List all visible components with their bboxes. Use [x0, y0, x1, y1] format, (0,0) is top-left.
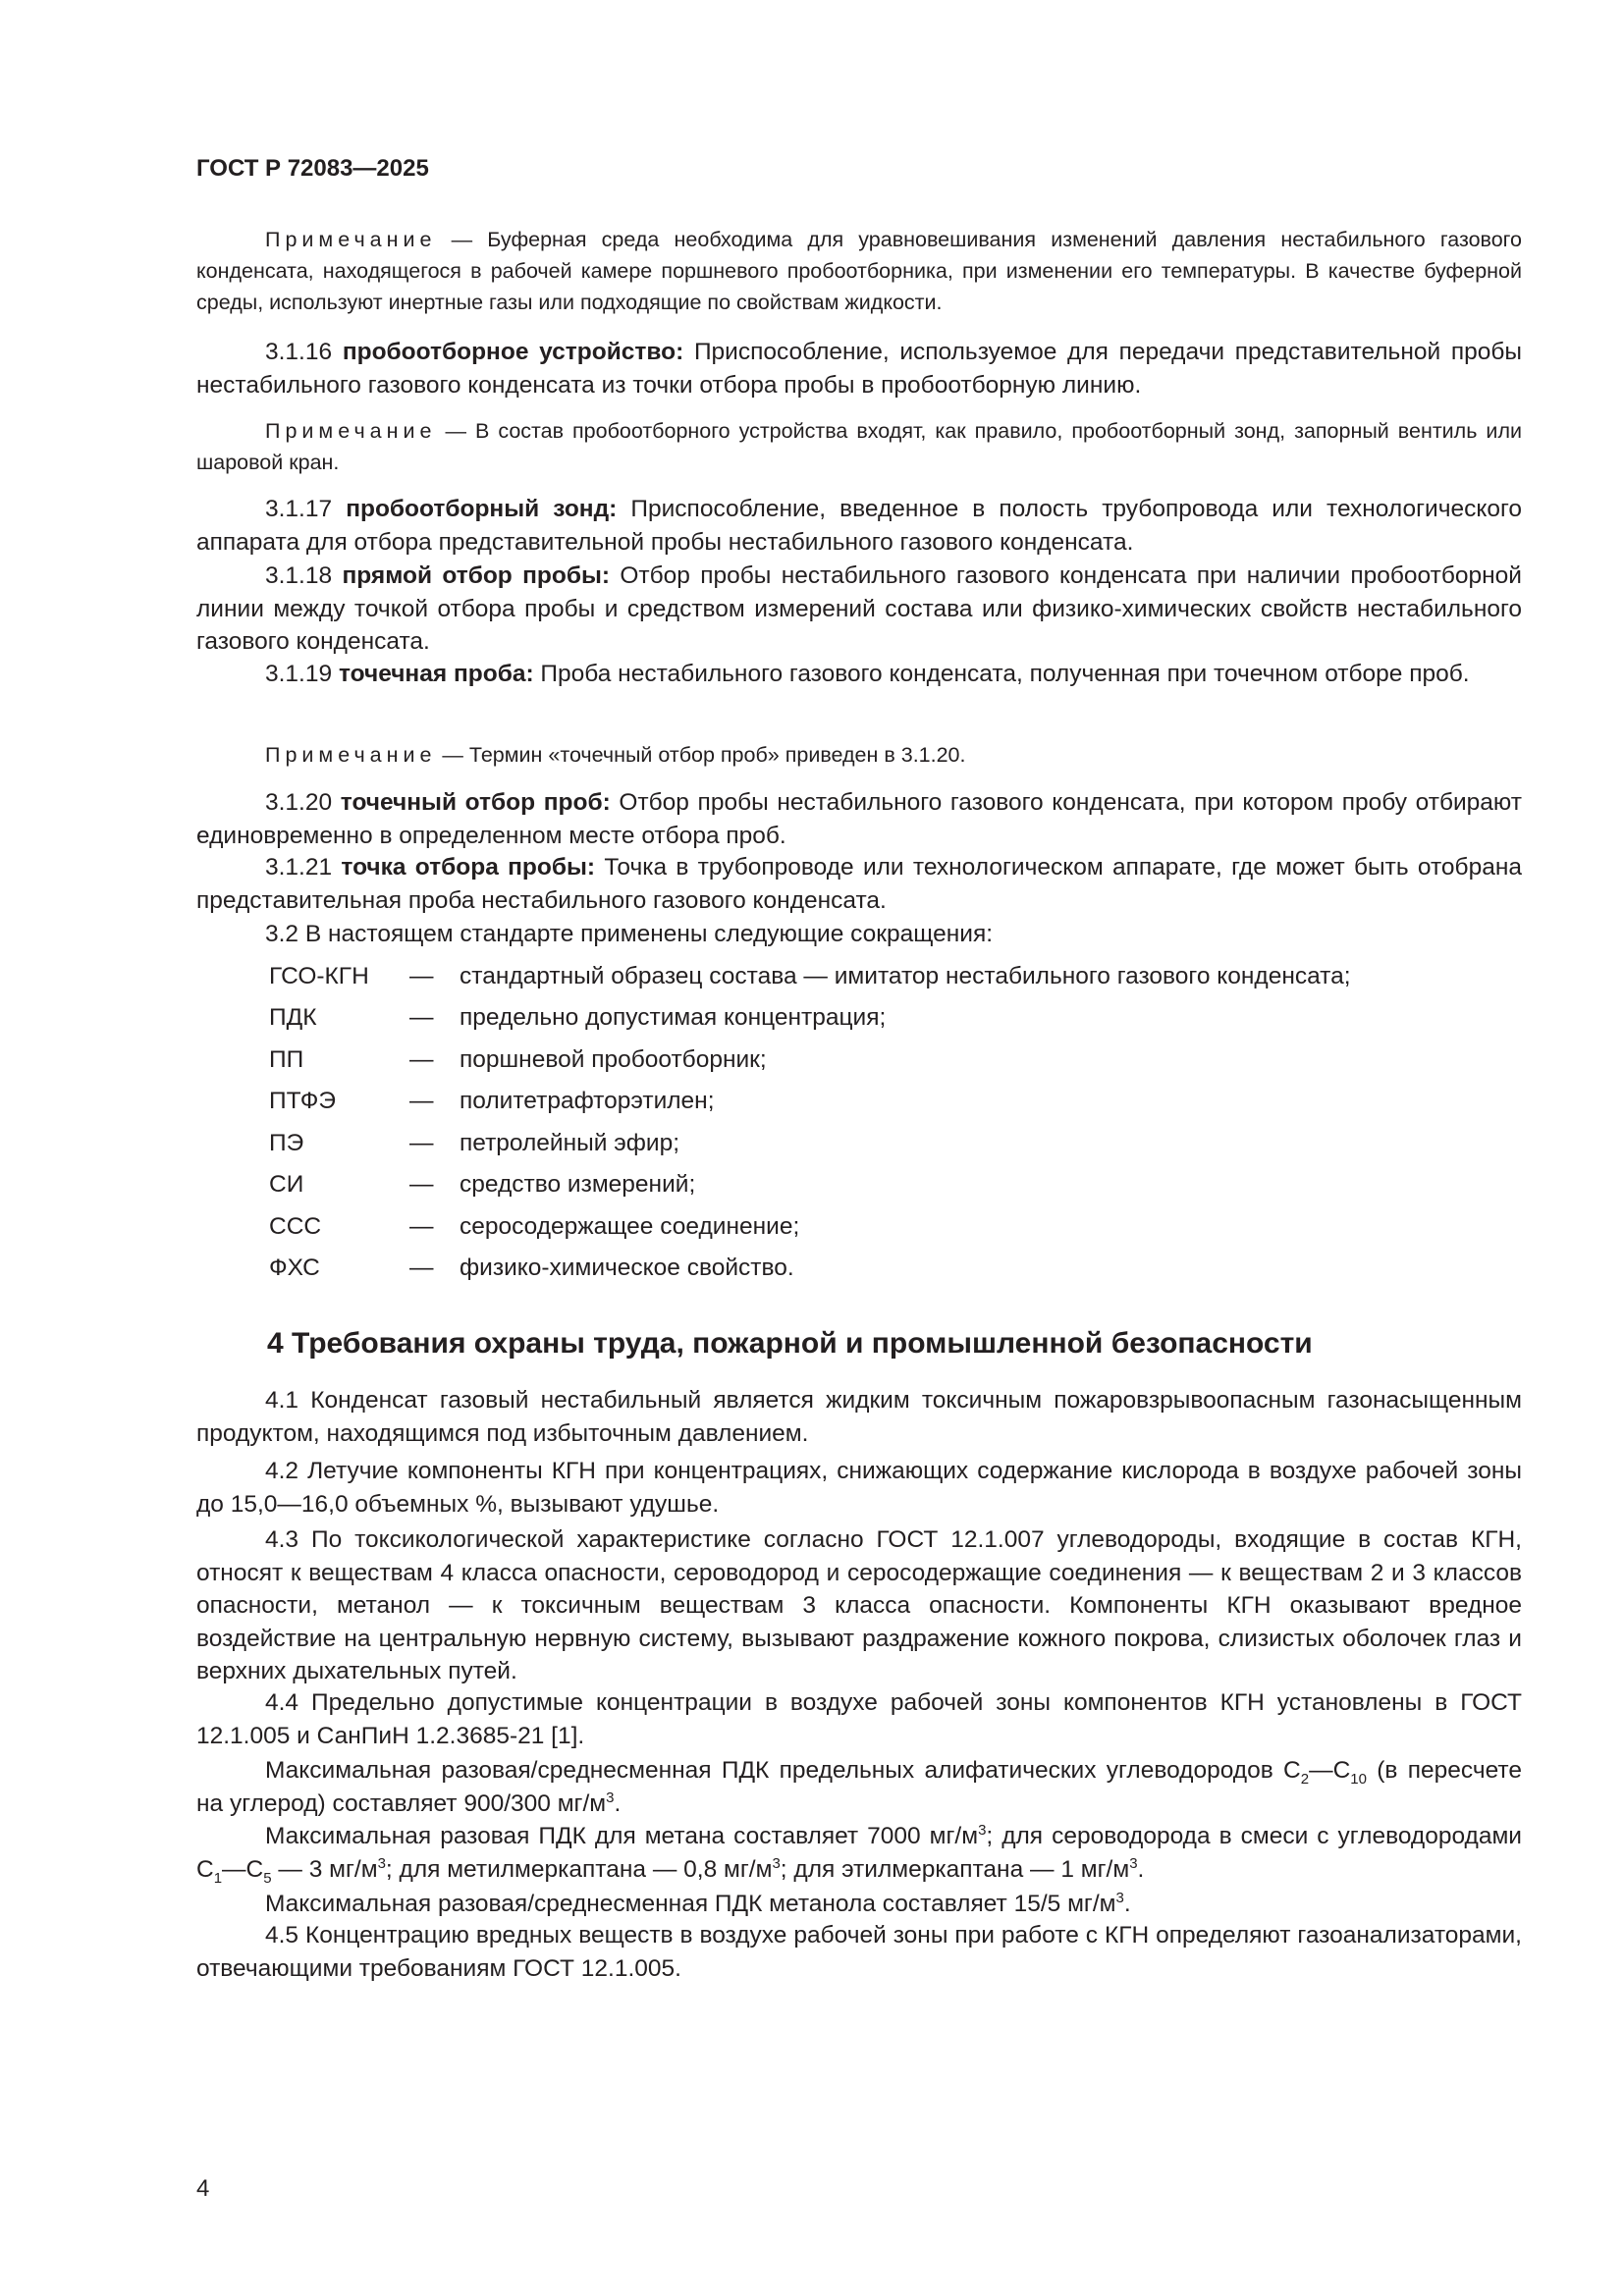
page-number: 4: [196, 2175, 210, 2202]
note-sampling-device: Примечание — В состав пробоотборного устройства входят, как правило, пробоотборный зонд, запорный вентиль или шаровой кран.: [196, 419, 1522, 474]
note-point-sample: Примечание — Термин «точечный отбор проб» приведен в 3.1.20.: [265, 743, 966, 767]
paragraph-4-5: 4.5 Концентрацию вредных веществ в воздухе рабочей зоны при работе с КГН определяют газоанализаторами, отвечающими требованиям ГОСТ 12.1.005.: [196, 1922, 1522, 1982]
document-header: ГОСТ Р 72083—2025: [196, 155, 429, 182]
section-4-heading: 4 Требования охраны труда, пожарной и промышленной безопасности: [267, 1327, 1313, 1360]
paragraph-4-2: 4.2 Летучие компоненты КГН при концентрациях, снижающих содержание кислорода в воздухе рабочей зоны до 15,0—16,0 объемных %, вызывают удушье.: [196, 1458, 1522, 1518]
note-text: — Буферная среда необходима для уравновешивания изменений давления нестабильного газового конденсата, находящегося в рабочей камере поршневого пробоотборника, при изменении его температуры. В качестве буферной среды, используют инертные газы или подходящие по свойствам жидкости.: [196, 228, 1522, 314]
term-3-1-17: 3.1.17 пробоотборный зонд: Приспособление, введенное в полость трубопровода или технологического аппарата для отбора представительной пробы нестабильного газового конденсата.: [196, 496, 1523, 556]
paragraph-4-1: 4.1 Конденсат газовый нестабильный является жидким токсичным пожаровзрывоопасным газонасыщенным продуктом, находящимся под избыточным давлением.: [196, 1387, 1522, 1447]
term-3-1-21: 3.1.21 точка отбора пробы: Точка в трубопроводе или технологическом аппарате, где может быть отобрана представительная проба нестабильного газового конденсата.: [196, 854, 1522, 914]
pdk-methanol: Максимальная разовая/среднесменная ПДК метанола составляет 15/5 $мг/м^3$.: [265, 1889, 1131, 1917]
term-3-1-18: 3.1.18 прямой отбор пробы: Отбор пробы нестабильного газового конденсата при наличии пробоотборной линии между точкой отбора пробы и средством измерений состава или физико-химических свойств нестабильного газового конденсата.: [196, 562, 1522, 655]
term-3-1-16: 3.1.16 пробоотборное устройство: Приспособление, используемое для передачи представительной пробы нестабильного газового конденсата из точки отбора пробы в пробоотборную линию.: [196, 339, 1523, 399]
paragraph-4-4: 4.4 Предельно допустимые концентрации в воздухе рабочей зоны компонентов КГН установлены в ГОСТ 12.1.005 и СанПиН 1.2.3685-21 [1].: [196, 1689, 1522, 1749]
pdk-aliphatic: Максимальная разовая/среднесменная ПДК предельных алифатических углеводородов $C_2—C_{10}$ (в пересчете на углерод) составляет 900/300 $мг/м^3$.: [196, 1757, 1522, 1817]
term-3-1-19: 3.1.19 точечная проба: Проба нестабильного газового конденсата, полученная при точечном отборе проб.: [265, 661, 1470, 687]
note-label: Примечание: [265, 228, 437, 251]
section-3-2: 3.2 В настоящем стандарте применены следующие сокращения:: [265, 921, 994, 947]
paragraph-4-3: 4.3 По токсикологической характеристике согласно ГОСТ 12.1.007 углеводороды, входящие в состав КГН, относят к веществам 4 класса опасности, сероводород и серосодержащие соединения — к веществам 2 и 3 классов опасности, метанол — к токсичным веществам 3 класса опасности. Компоненты КГН оказывают вредное воздействие на центральную нервную систему, вызывают раздражение кожного покрова, слизистых оболочек глаз и верхних дыхательных путей.: [196, 1526, 1522, 1684]
note-buffer-medium: [196, 224, 1522, 318]
term-3-1-20: 3.1.20 точечный отбор проб: Отбор пробы нестабильного газового конденсата, при котором пробу отбирают единовременно в определенном месте отбора проб.: [196, 789, 1522, 849]
pdk-methane: Максимальная разовая ПДК для метана составляет 7000 $мг/м^3$; для сероводорода в смеси с углеводородами $C_1—C_5$ — 3 $мг/м^3$; для метилмеркаптана — 0,8 $мг/м^3$; для этилмеркаптана — 1 $мг/м^3$.: [196, 1821, 1522, 1887]
